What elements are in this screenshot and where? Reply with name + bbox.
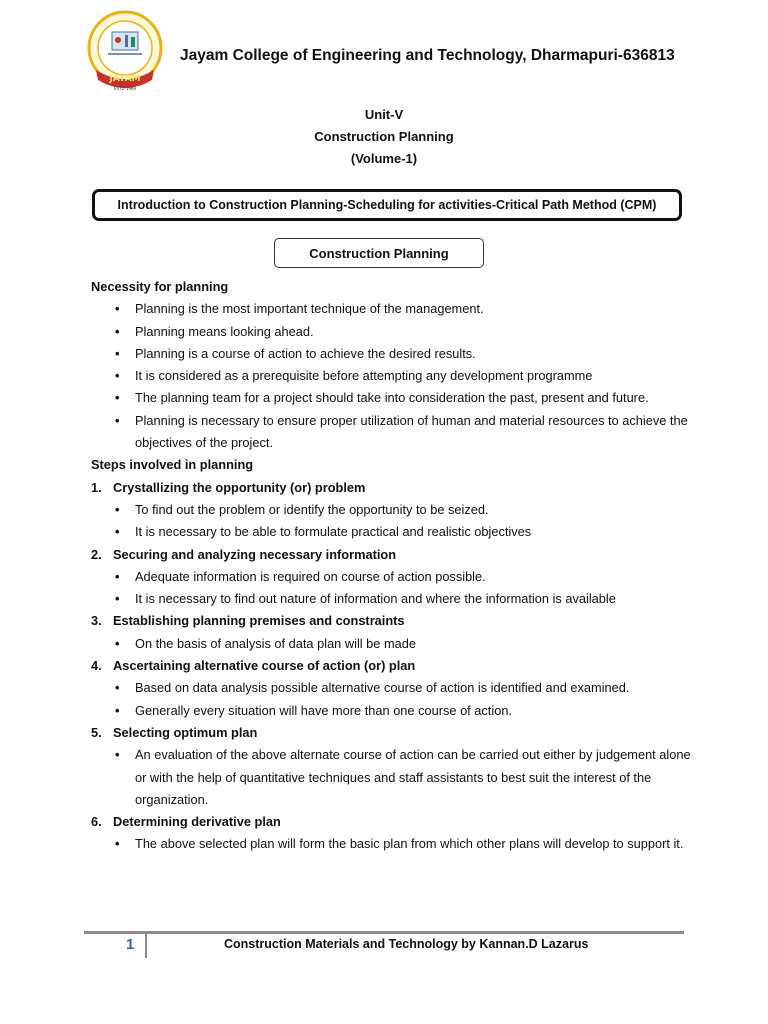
footer-text: Construction Materials and Technology by Kannan.D Lazarus bbox=[224, 937, 589, 951]
list-item: • Adequate information is required on course of action possible. bbox=[91, 566, 691, 588]
list-item: • It is necessary to be able to formulate practical and realistic objectives bbox=[91, 521, 691, 543]
step-title: 6. Determining derivative plan bbox=[91, 814, 281, 830]
section-box: Construction Planning bbox=[274, 238, 484, 268]
content bbox=[91, 276, 691, 856]
bullet-icon: • bbox=[115, 680, 120, 696]
unit-title: Unit-V bbox=[364, 107, 404, 122]
logo-estd: ESTD 1998 bbox=[113, 86, 137, 91]
list-item: • To find out the problem or identify the opportunity to be seized. bbox=[91, 499, 691, 521]
bullet-icon: • bbox=[115, 368, 120, 384]
bullet-icon: • bbox=[115, 568, 120, 584]
bullet-icon: • bbox=[115, 323, 120, 339]
bullet-icon: • bbox=[115, 836, 120, 852]
footer-separator bbox=[145, 934, 147, 958]
bullet-icon: • bbox=[115, 591, 120, 607]
list-item: • Planning is necessary to ensure proper utilization of human and material resources to achieve the objectives of the project. bbox=[91, 410, 691, 455]
list-item: • Planning is the most important technique of the management. bbox=[91, 298, 691, 320]
topic-box: Introduction to Construction Planning-Scheduling for activities-Critical Path Method (CPM) bbox=[92, 189, 682, 221]
footer-divider bbox=[84, 931, 684, 934]
college-name: Jayam College of Engineering and Technology, Dharmapuri-636813 bbox=[180, 47, 675, 64]
step-list bbox=[91, 633, 691, 655]
bullet-icon: • bbox=[115, 345, 120, 361]
bullet-icon: • bbox=[115, 635, 120, 651]
bullet-icon: • bbox=[115, 301, 120, 317]
list-item: • The planning team for a project should take into consideration the past, present and future. bbox=[91, 387, 691, 409]
bullet-icon: • bbox=[115, 412, 120, 428]
list-item: • It is considered as a prerequisite before attempting any development programme bbox=[91, 365, 691, 387]
volume-title: (Volume-1) bbox=[350, 151, 418, 166]
step-title: 3. Establishing planning premises and constraints bbox=[91, 613, 405, 629]
list-item: • The above selected plan will form the basic plan from which other plans will develop to support it. bbox=[91, 833, 691, 855]
necessity-list bbox=[91, 298, 691, 454]
list-item: • Planning is a course of action to achieve the desired results. bbox=[91, 343, 691, 365]
list-item: • Planning means looking ahead. bbox=[91, 321, 691, 343]
bullet-icon: • bbox=[115, 747, 120, 763]
step-list bbox=[91, 566, 691, 611]
bullet-icon: • bbox=[115, 390, 120, 406]
title-block bbox=[0, 104, 768, 170]
step-list bbox=[91, 833, 691, 855]
college-logo-icon bbox=[86, 10, 164, 94]
list-item: • An evaluation of the above alternate course of action can be carried out either by judgement alone or with the help of quantitative techniques and staff assistants to best suit the interest of the organization. bbox=[91, 744, 691, 811]
step-title: 4. Ascertaining alternative course of action (or) plan bbox=[91, 658, 416, 674]
list-item: • Generally every situation will have more than one course of action. bbox=[91, 700, 691, 722]
step-title: 2. Securing and analyzing necessary information bbox=[91, 546, 397, 562]
subject-title: Construction Planning bbox=[314, 129, 454, 144]
list-item: • It is necessary to find out nature of information and where the information is available bbox=[91, 588, 691, 610]
necessity-heading: Necessity for planning bbox=[91, 279, 229, 294]
bullet-icon: • bbox=[115, 501, 120, 517]
steps-heading: Steps involved in planning bbox=[91, 457, 254, 473]
step-title: 1. Crystallizing the opportunity (or) problem bbox=[91, 479, 366, 495]
step-list bbox=[91, 677, 691, 722]
logo-text: JAYAM bbox=[109, 74, 141, 84]
page-number: 1 bbox=[126, 936, 135, 953]
list-item: • On the basis of analysis of data plan will be made bbox=[91, 633, 691, 655]
list-item: • Based on data analysis possible alternative course of action is identified and examined. bbox=[91, 677, 691, 699]
step-list bbox=[91, 499, 691, 544]
step-title: 5. Selecting optimum plan bbox=[91, 724, 258, 740]
bullet-icon: • bbox=[115, 702, 120, 718]
step-list bbox=[91, 744, 691, 811]
bullet-icon: • bbox=[115, 524, 120, 540]
